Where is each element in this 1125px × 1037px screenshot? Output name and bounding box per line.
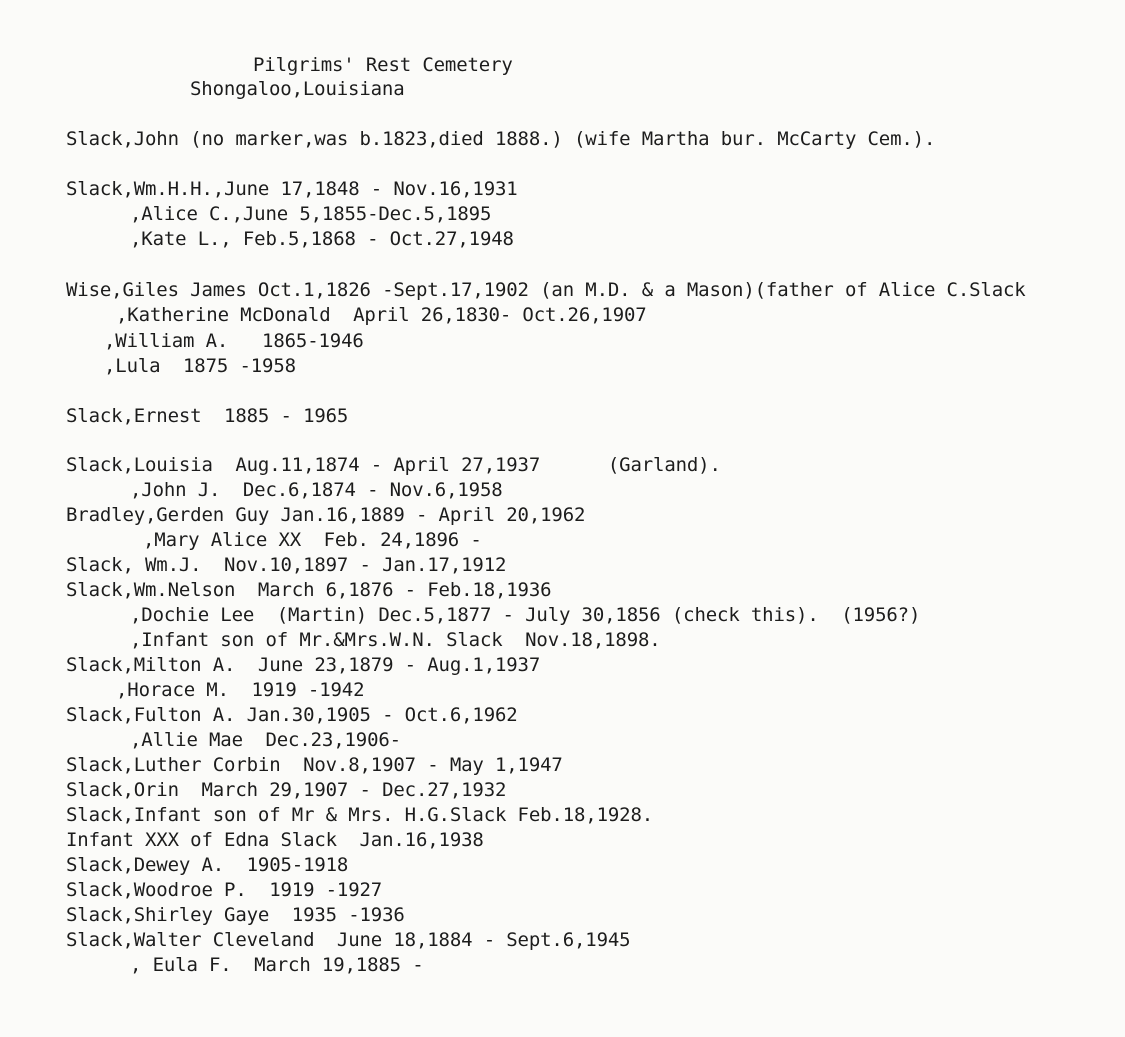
document-location: Shongaloo,Louisiana (190, 78, 405, 100)
record-line: Wise,Giles James Oct.1,1826 -Sept.17,1902 (an M.D. & a Mason)(father of Alice C.Slack (66, 279, 1026, 301)
record-line: Slack,Ernest 1885 - 1965 (66, 405, 349, 427)
record-line: Slack,Louisia Aug.11,1874 - April 27,1937 (Garland). (66, 454, 721, 476)
record-line: , Eula F. March 19,1885 - (130, 954, 424, 976)
record-line: ,Allie Mae Dec.23,1906- (130, 729, 401, 751)
record-line: Slack,Milton A. June 23,1879 - Aug.1,1937 (66, 654, 541, 676)
record-line: Slack,Wm.H.H.,June 17,1848 - Nov.16,1931 (66, 178, 518, 200)
record-line: ,Alice C.,June 5,1855-Dec.5,1895 (130, 203, 492, 225)
record-line: Slack,Luther Corbin Nov.8,1907 - May 1,1947 (66, 754, 563, 776)
record-line: Slack,Woodroe P. 1919 -1927 (66, 879, 383, 901)
record-line: ,Infant son of Mr.&Mrs.W.N. Slack Nov.18,1898. (130, 629, 661, 651)
record-line: ,Kate L., Feb.5,1868 - Oct.27,1948 (130, 228, 514, 250)
record-line: Slack,Infant son of Mr & Mrs. H.G.Slack Feb.18,1928. (66, 804, 654, 826)
record-line: Slack,Fulton A. Jan.30,1905 - Oct.6,1962 (66, 704, 518, 726)
record-line: Infant XXX of Edna Slack Jan.16,1938 (66, 829, 484, 851)
record-line: Slack,Walter Cleveland June 18,1884 - Sept.6,1945 (66, 929, 631, 951)
record-line: ,Horace M. 1919 -1942 (116, 679, 365, 701)
record-line: Slack,Dewey A. 1905-1918 (66, 854, 349, 876)
record-line: ,Mary Alice XX Feb. 24,1896 - (143, 529, 482, 551)
document-title: Pilgrims' Rest Cemetery (253, 54, 513, 76)
record-line: Slack,Orin March 29,1907 - Dec.27,1932 (66, 779, 507, 801)
record-line: Slack,Wm.Nelson March 6,1876 - Feb.18,1936 (66, 579, 552, 601)
record-line: ,William A. 1865-1946 (104, 330, 364, 352)
record-line: Slack, Wm.J. Nov.10,1897 - Jan.17,1912 (66, 554, 507, 576)
record-line: ,John J. Dec.6,1874 - Nov.6,1958 (130, 479, 503, 501)
record-line: ,Dochie Lee (Martin) Dec.5,1877 - July 30,1856 (check this). (1956?) (130, 604, 921, 626)
record-line: Slack,Shirley Gaye 1935 -1936 (66, 904, 405, 926)
record-line: ,Katherine McDonald April 26,1830- Oct.26,1907 (116, 304, 647, 326)
record-line: ,Lula 1875 -1958 (104, 355, 296, 377)
record-line: Bradley,Gerden Guy Jan.16,1889 - April 20,1962 (66, 504, 586, 526)
record-line: Slack,John (no marker,was b.1823,died 1888.) (wife Martha bur. McCarty Cem.). (66, 128, 936, 150)
